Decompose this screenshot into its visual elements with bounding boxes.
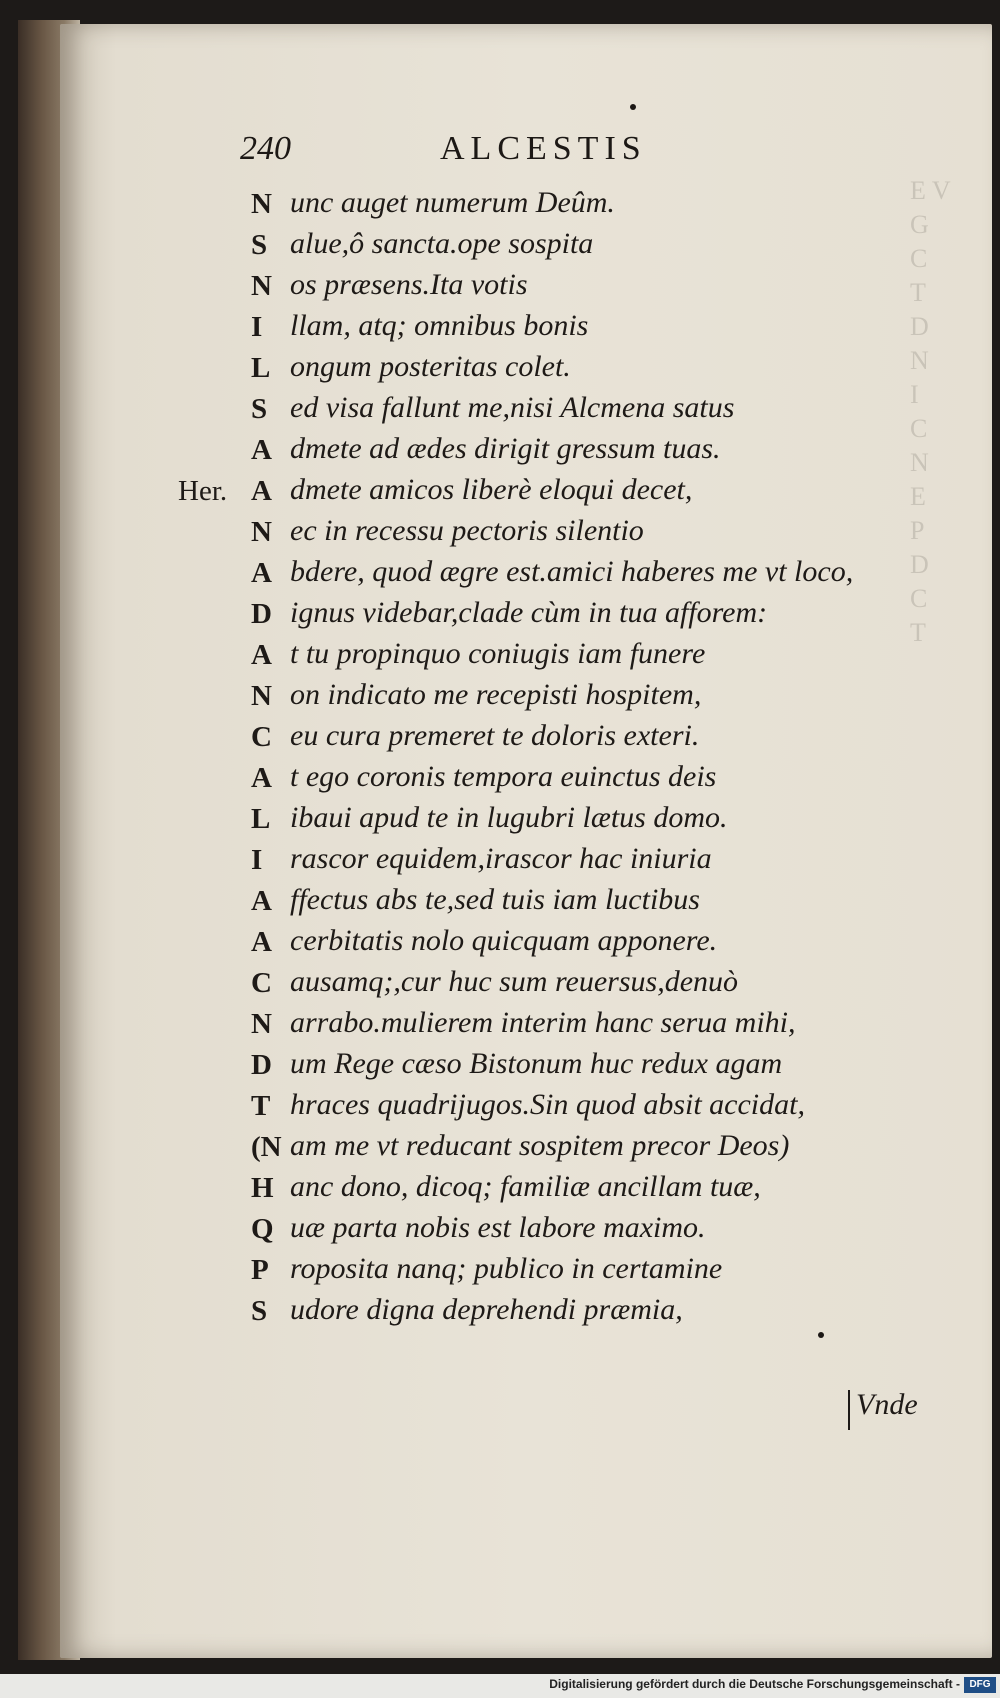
verse-initial: C (251, 967, 272, 999)
verse-initial: Q (251, 1213, 274, 1245)
verse-text: llam, atq; omnibus bonis (290, 309, 589, 342)
verse-initial: (N (251, 1131, 282, 1163)
verse-text: cerbitatis nolo quicquam apponere. (290, 924, 718, 957)
verse-line (0, 350, 1000, 391)
ink-dot (630, 104, 636, 110)
verse-line (0, 227, 1000, 268)
running-title: ALCESTIS (440, 130, 647, 167)
verse-text: ffectus abs te,sed tuis iam luctibus (290, 883, 700, 916)
dfg-logo: DFG (964, 1677, 996, 1693)
verse-text: arrabo.mulierem interim hanc serua mihi, (290, 1006, 796, 1039)
verse-line (0, 1170, 1000, 1211)
verse-line (0, 965, 1000, 1006)
verse-line (0, 1252, 1000, 1293)
verse-initial: S (251, 393, 268, 425)
verse-line (0, 1293, 1000, 1334)
verse-line (0, 637, 1000, 678)
verse-initial: S (251, 1295, 268, 1327)
verse-text: roposita nanq; publico in certamine (290, 1252, 723, 1285)
verse-text: alue,ô sancta.ope sospita (290, 227, 594, 260)
verse-initial: P (251, 1254, 269, 1286)
verse-text: dmete amicos liberè eloqui decet, (290, 473, 693, 506)
verse-text: on indicato me recepisti hospitem, (290, 678, 702, 711)
catchword: Vnde (856, 1388, 918, 1421)
verse-line (0, 432, 1000, 473)
verse-initial: A (251, 926, 272, 958)
verse-initial: D (251, 1049, 272, 1081)
verse-text: ibaui apud te in lugubri lætus domo. (290, 801, 728, 834)
verse-initial: D (251, 598, 272, 630)
verse-initial: I (251, 311, 263, 343)
verse-line (0, 514, 1000, 555)
verse-initial: N (251, 680, 272, 712)
verse-initial: N (251, 188, 272, 220)
verse-text: uæ parta nobis est labore maximo. (290, 1211, 706, 1244)
verse-text: ongum posteritas colet. (290, 350, 571, 383)
verse-line (0, 1088, 1000, 1129)
verse-text: unc auget numerum Deûm. (290, 186, 615, 219)
verse-line (0, 309, 1000, 350)
verse-line (0, 596, 1000, 637)
verse-initial: A (251, 762, 272, 794)
verse-line (0, 1047, 1000, 1088)
verse-text: ausamq;,cur huc sum reuersus,denuò (290, 965, 739, 998)
verse-initial: N (251, 516, 272, 548)
verse-initial: A (251, 475, 272, 507)
verse-line (0, 1211, 1000, 1252)
verse-initial: T (251, 1090, 271, 1122)
verse-initial: L (251, 352, 271, 384)
verse-initial: C (251, 721, 272, 753)
page-header (240, 130, 690, 178)
verse-line (0, 883, 1000, 924)
verse-initial: A (251, 639, 272, 671)
verse-line (0, 391, 1000, 432)
verse-initial: N (251, 270, 272, 302)
verse-line (0, 760, 1000, 801)
verse-line (0, 473, 1000, 514)
verse-initial: I (251, 844, 263, 876)
verse-text: anc dono, dicoq; familiæ ancillam tuæ, (290, 1170, 761, 1203)
verse-text: um Rege cæso Bistonum huc redux agam (290, 1047, 783, 1080)
verse-initial: A (251, 885, 272, 917)
verse-text: t ego coronis tempora euinctus deis (290, 760, 717, 793)
verse-line (0, 801, 1000, 842)
verse-initial: H (251, 1172, 274, 1204)
verse-line (0, 1129, 1000, 1170)
funding-credit: Digitalisierung gefördert durch die Deutsche Forschungsgemeinschaft - (549, 1677, 960, 1691)
verse-text: ed visa fallunt me,nisi Alcmena satus (290, 391, 735, 424)
verse-text: udore digna deprehendi præmia, (290, 1293, 683, 1326)
verse-line (0, 555, 1000, 596)
verse-line (0, 678, 1000, 719)
verse-initial: N (251, 1008, 272, 1040)
verse-initial: L (251, 803, 271, 835)
verse-text: hraces quadrijugos.Sin quod absit accidat, (290, 1088, 805, 1121)
verse-text: dmete ad ædes dirigit gressum tuas. (290, 432, 721, 465)
show-through-text: E V G C T D N I C N E P D C T (910, 176, 951, 647)
verse-line (0, 719, 1000, 760)
verse-text: ignus videbar,clade cùm in tua afforem: (290, 596, 768, 629)
verse-line (0, 842, 1000, 883)
verse-initial: A (251, 557, 272, 589)
verse-text: eu cura premeret te doloris exteri. (290, 719, 700, 752)
verse-initial: S (251, 229, 268, 261)
verse-text: bdere, quod ægre est.amici haberes me vt loco, (290, 555, 854, 588)
footer-bar (0, 1674, 1000, 1698)
verse-line (0, 924, 1000, 965)
verse-list (0, 186, 1000, 1334)
speaker-label: Her. (178, 475, 228, 507)
verse-text: t tu propinquo coniugis iam funere (290, 637, 706, 670)
verse-text: am me vt reducant sospitem precor Deos) (290, 1129, 790, 1162)
verse-initial: A (251, 434, 272, 466)
page-number: 240 (240, 130, 291, 167)
verse-text: os præsens.Ita votis (290, 268, 528, 301)
verse-line (0, 268, 1000, 309)
verse-text: ec in recessu pectoris silentio (290, 514, 644, 547)
verse-line (0, 1006, 1000, 1047)
verse-text: rascor equidem,irascor hac iniuria (290, 842, 712, 875)
verse-line (0, 186, 1000, 227)
